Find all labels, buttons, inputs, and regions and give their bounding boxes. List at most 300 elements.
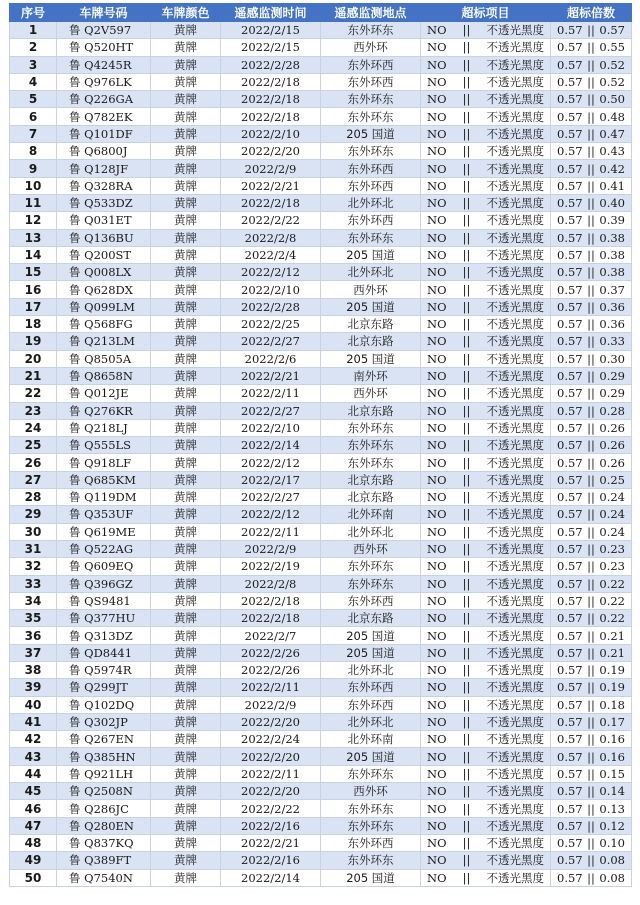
row-exceed-item [421, 143, 551, 160]
row-seq: 33 [10, 575, 57, 592]
table-row [10, 143, 632, 160]
row-exceed-item [421, 298, 551, 315]
row-plate-color: 黄牌 [151, 125, 221, 142]
row-seq: 31 [10, 540, 57, 557]
row-seq: 35 [10, 610, 57, 627]
table-row [10, 125, 632, 142]
table-row [10, 627, 632, 644]
row-exceed-item [421, 765, 551, 782]
exceed-code: NO [427, 23, 447, 38]
row-monitor-time: 2022/2/8 [221, 229, 321, 246]
row-seq: 17 [10, 298, 57, 315]
header-seq: 序号 [10, 4, 57, 22]
cell-separator: || [462, 593, 471, 608]
exceed-limit: 0.57 [557, 230, 583, 245]
exceed-code: NO [427, 697, 447, 712]
exceed-item-group [421, 74, 550, 90]
exceed-code: NO [427, 663, 447, 678]
row-monitor-time: 2022/2/27 [221, 402, 321, 419]
row-exceed-multiple [551, 523, 632, 540]
row-plate-color: 黄牌 [151, 748, 221, 765]
exceed-code: NO [427, 680, 447, 695]
row-seq: 45 [10, 783, 57, 800]
row-exceed-multiple [551, 419, 632, 436]
exceed-value: 0.10 [599, 836, 625, 851]
row-exceed-item [421, 39, 551, 56]
exceed-limit: 0.57 [557, 299, 583, 314]
table-row [10, 610, 632, 627]
row-seq: 24 [10, 419, 57, 436]
cell-separator: || [462, 853, 471, 868]
row-exceed-multiple [551, 679, 632, 696]
row-plate-color: 黄牌 [151, 316, 221, 333]
row-plate: 鲁 Q313DZ [57, 627, 151, 644]
cell-separator: || [462, 317, 471, 332]
exceed-multiple-group [551, 489, 631, 505]
row-plate: 鲁 Q6800J [57, 143, 151, 160]
exceed-limit: 0.57 [557, 334, 583, 349]
exceed-code: NO [427, 715, 447, 730]
table-row [10, 540, 632, 557]
row-monitor-time: 2022/2/12 [221, 264, 321, 281]
row-plate: 鲁 Q286JC [57, 800, 151, 817]
table-row [10, 765, 632, 782]
row-plate: 鲁 Q4245R [57, 56, 151, 73]
cell-separator: || [587, 161, 595, 176]
row-seq: 42 [10, 731, 57, 748]
exceed-limit: 0.57 [557, 836, 583, 851]
row-seq: 15 [10, 264, 57, 281]
row-monitor-location: 西外环 [321, 783, 421, 800]
row-monitor-location: 东外环西 [321, 592, 421, 609]
exceed-multiple-group [551, 818, 631, 834]
row-exceed-multiple [551, 367, 632, 384]
cell-separator: || [587, 265, 595, 280]
row-exceed-item [421, 177, 551, 194]
row-exceed-multiple [551, 489, 632, 506]
exceed-multiple-group [551, 178, 631, 194]
row-exceed-item [421, 489, 551, 506]
row-monitor-location: 南外环 [321, 367, 421, 384]
exceed-value: 0.36 [599, 317, 625, 332]
exceed-code: NO [427, 524, 447, 539]
row-monitor-time: 2022/2/9 [221, 696, 321, 713]
table-row [10, 731, 632, 748]
row-plate: 鲁 Q101DF [57, 125, 151, 142]
row-monitor-location: 西外环 [321, 39, 421, 56]
row-exceed-item [421, 419, 551, 436]
exceed-item-name: 不透光黑度 [486, 369, 544, 384]
row-monitor-time: 2022/2/18 [221, 592, 321, 609]
cell-separator: || [587, 109, 595, 124]
exceed-multiple-group [551, 524, 631, 540]
row-plate-color: 黄牌 [151, 160, 221, 177]
row-monitor-location: 东外环东 [321, 800, 421, 817]
row-seq: 39 [10, 679, 57, 696]
row-monitor-time: 2022/2/21 [221, 367, 321, 384]
exceed-limit: 0.57 [557, 57, 583, 72]
exceed-value: 0.33 [599, 334, 625, 349]
row-monitor-location: 北京东路 [321, 610, 421, 627]
exceed-value: 0.12 [599, 818, 625, 833]
exceed-item-group [421, 299, 550, 315]
row-monitor-time: 2022/2/25 [221, 316, 321, 333]
row-monitor-time: 2022/2/8 [221, 575, 321, 592]
row-seq: 19 [10, 333, 57, 350]
exceed-code: NO [427, 109, 447, 124]
cell-separator: || [587, 732, 595, 747]
exceed-item-group [421, 610, 550, 626]
cell-separator: || [462, 836, 471, 851]
exceed-limit: 0.57 [557, 369, 583, 384]
header-item: 超标项目 [421, 4, 551, 22]
row-monitor-time: 2022/2/27 [221, 333, 321, 350]
cell-separator: || [462, 663, 471, 678]
row-plate-color: 黄牌 [151, 834, 221, 851]
exceed-item-group [421, 852, 550, 868]
table-row [10, 592, 632, 609]
row-monitor-time: 2022/2/16 [221, 817, 321, 834]
exceed-value: 0.24 [599, 507, 625, 522]
cell-separator: || [462, 386, 471, 401]
row-plate-color: 黄牌 [151, 592, 221, 609]
exceed-multiple-group [551, 420, 631, 436]
row-exceed-multiple [551, 39, 632, 56]
row-monitor-time: 2022/2/12 [221, 506, 321, 523]
row-plate: 鲁 Q353UF [57, 506, 151, 523]
row-seq: 18 [10, 316, 57, 333]
row-monitor-time: 2022/2/15 [221, 22, 321, 39]
cell-separator: || [462, 749, 471, 764]
exceed-value: 0.48 [599, 109, 625, 124]
cell-separator: || [462, 196, 471, 211]
row-monitor-time: 2022/2/9 [221, 160, 321, 177]
exceed-multiple-group [551, 801, 631, 817]
row-exceed-item [421, 523, 551, 540]
row-monitor-location: 205 国道 [321, 350, 421, 367]
exceed-limit: 0.57 [557, 576, 583, 591]
table-row [10, 523, 632, 540]
row-seq: 16 [10, 281, 57, 298]
exceed-code: NO [427, 75, 447, 90]
exceed-limit: 0.57 [557, 870, 583, 885]
exceed-multiple-group [551, 455, 631, 471]
row-exceed-item [421, 56, 551, 73]
row-seq: 22 [10, 385, 57, 402]
row-exceed-multiple [551, 783, 632, 800]
exceed-item-group [421, 247, 550, 263]
exceed-item-group [421, 195, 550, 211]
exceed-multiple-group [551, 316, 631, 332]
exceed-item-group [421, 783, 550, 799]
row-plate-color: 黄牌 [151, 783, 221, 800]
exceed-multiple-group [551, 576, 631, 592]
exceed-value: 0.25 [599, 472, 625, 487]
exceed-code: NO [427, 265, 447, 280]
exceed-multiple-group [551, 749, 631, 765]
cell-separator: || [462, 524, 471, 539]
row-seq: 3 [10, 56, 57, 73]
exceed-item-name: 不透光黑度 [486, 542, 544, 557]
exceed-multiple-group [551, 593, 631, 609]
row-seq: 43 [10, 748, 57, 765]
row-exceed-multiple [551, 212, 632, 229]
row-seq: 29 [10, 506, 57, 523]
exceed-value: 0.19 [599, 663, 625, 678]
table-row [10, 229, 632, 246]
exceed-multiple-group [551, 731, 631, 747]
row-exceed-item [421, 229, 551, 246]
exceed-value: 0.17 [599, 715, 625, 730]
exceed-item-name: 不透光黑度 [486, 92, 544, 107]
cell-separator: || [462, 144, 471, 159]
row-monitor-time: 2022/2/9 [221, 540, 321, 557]
cell-separator: || [587, 75, 595, 90]
exceed-multiple-group [551, 195, 631, 211]
exceed-limit: 0.57 [557, 40, 583, 55]
row-exceed-multiple [551, 731, 632, 748]
row-monitor-time: 2022/2/10 [221, 419, 321, 436]
cell-separator: || [587, 801, 595, 816]
row-plate-color: 黄牌 [151, 39, 221, 56]
row-monitor-location: 北外环南 [321, 506, 421, 523]
row-exceed-multiple [551, 402, 632, 419]
cell-separator: || [587, 697, 595, 712]
exceed-item-name: 不透光黑度 [486, 732, 544, 747]
exceed-code: NO [427, 559, 447, 574]
exceed-limit: 0.57 [557, 248, 583, 262]
row-monitor-location: 东外环东 [321, 852, 421, 869]
exceed-multiple-group [551, 333, 631, 349]
row-monitor-location: 东外环东 [321, 108, 421, 125]
row-seq: 50 [10, 869, 57, 886]
exceed-limit: 0.57 [557, 282, 583, 297]
row-exceed-item [421, 748, 551, 765]
row-exceed-multiple [551, 56, 632, 73]
exceed-limit: 0.57 [557, 663, 583, 678]
exceed-value: 0.50 [599, 92, 625, 107]
row-exceed-item [421, 852, 551, 869]
row-plate: 鲁 Q5974R [57, 661, 151, 678]
header-plate: 车牌号码 [57, 4, 151, 22]
exceed-item-name: 不透光黑度 [486, 697, 544, 712]
exceed-item-name: 不透光黑度 [486, 715, 544, 730]
row-monitor-time: 2022/2/4 [221, 246, 321, 263]
exceed-item-name: 不透光黑度 [486, 196, 544, 211]
row-seq: 9 [10, 160, 57, 177]
exceed-multiple-group [551, 852, 631, 868]
row-exceed-item [421, 91, 551, 108]
exceed-item-name: 不透光黑度 [486, 351, 544, 366]
cell-separator: || [587, 351, 595, 366]
cell-separator: || [587, 542, 595, 557]
row-plate-color: 黄牌 [151, 679, 221, 696]
exceed-code: NO [427, 836, 447, 851]
exceed-value: 0.26 [599, 438, 625, 453]
row-monitor-location: 北外环北 [321, 194, 421, 211]
row-plate: 鲁 Q568FG [57, 316, 151, 333]
exceed-multiple-group [551, 126, 631, 142]
row-monitor-location: 北外环北 [321, 523, 421, 540]
exceed-multiple-group [551, 264, 631, 280]
row-monitor-location: 205 国道 [321, 298, 421, 315]
exceed-item-name: 不透光黑度 [486, 784, 544, 799]
row-monitor-location: 北京东路 [321, 489, 421, 506]
exceed-value: 0.19 [599, 680, 625, 695]
row-plate-color: 黄牌 [151, 696, 221, 713]
exceed-item-name: 不透光黑度 [486, 472, 544, 487]
cell-separator: || [462, 109, 471, 124]
exceed-item-group [421, 420, 550, 436]
exceed-code: NO [427, 593, 447, 608]
row-plate: 鲁 Q377HU [57, 610, 151, 627]
table-row [10, 298, 632, 315]
exceed-item-group [421, 593, 550, 609]
cell-separator: || [587, 818, 595, 833]
row-plate-color: 黄牌 [151, 298, 221, 315]
exceed-value: 0.21 [599, 628, 625, 643]
exceed-multiple-group [551, 697, 631, 713]
row-exceed-multiple [551, 592, 632, 609]
exceed-code: NO [427, 196, 447, 211]
cell-separator: || [587, 611, 595, 626]
cell-separator: || [587, 57, 595, 72]
exceed-limit: 0.57 [557, 161, 583, 176]
exceed-multiple-group [551, 143, 631, 159]
exceed-multiple-group [551, 247, 631, 263]
cell-separator: || [587, 715, 595, 730]
row-plate: 鲁 Q299JT [57, 679, 151, 696]
exceed-multiple-group [551, 91, 631, 107]
table-row [10, 160, 632, 177]
exceed-code: NO [427, 403, 447, 418]
row-monitor-location: 北外环南 [321, 731, 421, 748]
exceed-item-name: 不透光黑度 [486, 265, 544, 280]
row-monitor-location: 205 国道 [321, 627, 421, 644]
exceed-item-name: 不透光黑度 [486, 853, 544, 868]
row-seq: 34 [10, 592, 57, 609]
row-plate: 鲁 Q213LM [57, 333, 151, 350]
row-seq: 27 [10, 471, 57, 488]
row-monitor-time: 2022/2/7 [221, 627, 321, 644]
row-seq: 36 [10, 627, 57, 644]
row-monitor-time: 2022/2/20 [221, 143, 321, 160]
exceed-value: 0.24 [599, 490, 625, 505]
exceed-value: 0.38 [599, 265, 625, 280]
exceed-limit: 0.57 [557, 628, 583, 643]
row-monitor-location: 东外环东 [321, 437, 421, 454]
row-monitor-location: 北外环北 [321, 661, 421, 678]
exceed-code: NO [427, 611, 447, 626]
exceed-code: NO [427, 784, 447, 799]
row-exceed-item [421, 575, 551, 592]
row-monitor-location: 东外环东 [321, 91, 421, 108]
table-row [10, 316, 632, 333]
exceed-multiple-group [551, 783, 631, 799]
exceed-multiple-group [551, 766, 631, 782]
exceed-multiple-group [551, 351, 631, 367]
exceed-limit: 0.57 [557, 818, 583, 833]
row-plate-color: 黄牌 [151, 108, 221, 125]
exceed-item-group [421, 576, 550, 592]
row-plate-color: 黄牌 [151, 177, 221, 194]
cell-separator: || [462, 766, 471, 781]
exceed-item-name: 不透光黑度 [486, 801, 544, 816]
row-exceed-item [421, 194, 551, 211]
row-plate-color: 黄牌 [151, 281, 221, 298]
table-row [10, 454, 632, 471]
exceed-item-group [421, 506, 550, 522]
row-plate: 鲁 Q396GZ [57, 575, 151, 592]
cell-separator: || [587, 472, 595, 487]
table-row [10, 558, 632, 575]
cell-separator: || [587, 766, 595, 781]
exceed-code: NO [427, 178, 447, 193]
row-exceed-multiple [551, 540, 632, 557]
table-row [10, 91, 632, 108]
row-monitor-location: 东外环西 [321, 160, 421, 177]
exceed-value: 0.15 [599, 766, 625, 781]
exceed-limit: 0.57 [557, 490, 583, 505]
row-monitor-time: 2022/2/18 [221, 610, 321, 627]
cell-separator: || [587, 334, 595, 349]
cell-separator: || [587, 490, 595, 505]
exceed-limit: 0.57 [557, 109, 583, 124]
row-exceed-multiple [551, 817, 632, 834]
exceed-item-name: 不透光黑度 [486, 386, 544, 401]
row-exceed-multiple [551, 454, 632, 471]
row-plate: 鲁 Q921LH [57, 765, 151, 782]
exceed-code: NO [427, 853, 447, 868]
exceed-limit: 0.57 [557, 542, 583, 557]
table-row [10, 177, 632, 194]
row-exceed-item [421, 610, 551, 627]
row-plate: 鲁 Q918LF [57, 454, 151, 471]
exceed-value: 0.29 [599, 369, 625, 384]
table-row [10, 402, 632, 419]
row-plate-color: 黄牌 [151, 143, 221, 160]
row-exceed-multiple [551, 333, 632, 350]
row-plate-color: 黄牌 [151, 333, 221, 350]
emission-table-container [9, 3, 631, 887]
row-plate: 鲁 Q8658N [57, 367, 151, 384]
row-exceed-multiple [551, 610, 632, 627]
exceed-item-name: 不透光黑度 [486, 23, 544, 38]
exceed-limit: 0.57 [557, 438, 583, 453]
exceed-limit: 0.57 [557, 697, 583, 712]
row-plate: 鲁 QS9481 [57, 592, 151, 609]
row-exceed-multiple [551, 575, 632, 592]
exceed-limit: 0.57 [557, 351, 583, 366]
cell-separator: || [462, 507, 471, 522]
exceed-item-group [421, 679, 550, 695]
exceed-item-group [421, 714, 550, 730]
cell-separator: || [462, 369, 471, 384]
exceed-item-name: 不透光黑度 [486, 213, 544, 228]
exceed-item-name: 不透光黑度 [486, 109, 544, 124]
row-plate-color: 黄牌 [151, 264, 221, 281]
row-exceed-multiple [551, 644, 632, 661]
exceed-code: NO [427, 438, 447, 453]
row-plate: 鲁 Q119DM [57, 489, 151, 506]
exceed-value: 0.14 [599, 784, 625, 799]
exceed-limit: 0.57 [557, 265, 583, 280]
row-exceed-multiple [551, 385, 632, 402]
row-monitor-time: 2022/2/11 [221, 765, 321, 782]
row-exceed-multiple [551, 108, 632, 125]
exceed-code: NO [427, 213, 447, 228]
exceed-code: NO [427, 282, 447, 297]
